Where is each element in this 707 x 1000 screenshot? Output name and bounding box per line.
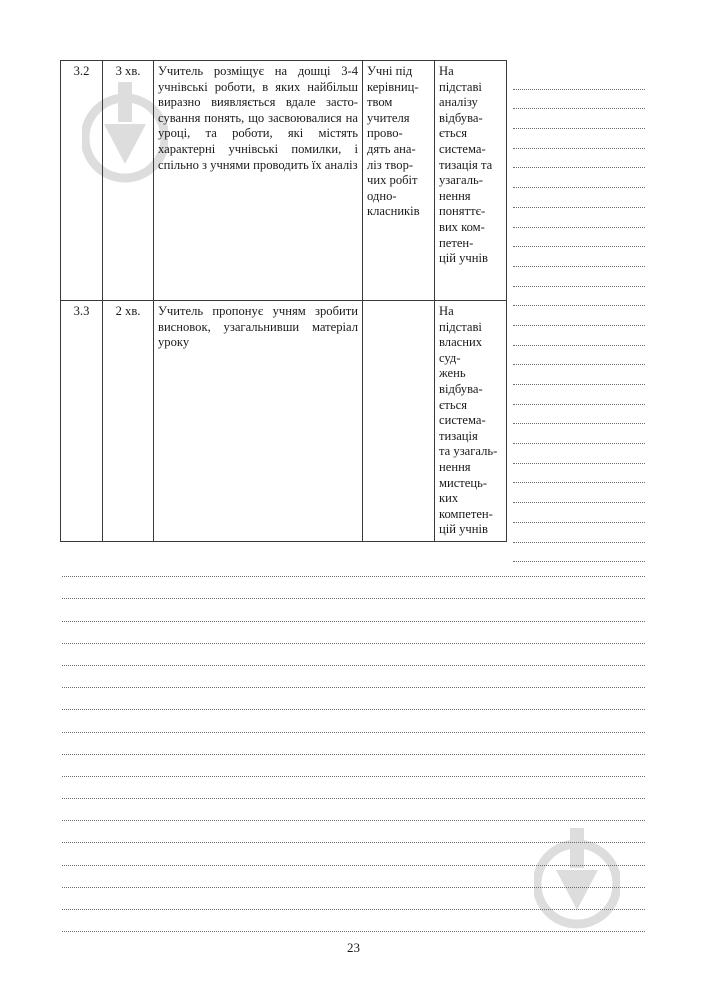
- dotted-line: [513, 90, 645, 110]
- dotted-line: [62, 688, 645, 710]
- dotted-line: [62, 821, 645, 843]
- dotted-line: [62, 799, 645, 821]
- result-cell: [435, 61, 507, 301]
- dotted-line: [513, 247, 645, 267]
- dotted-line: [62, 599, 645, 621]
- dotted-line: [513, 287, 645, 307]
- teacher-activity-cell: Учитель пропонує учням зробити висновок, узагальнивши матеріал уроку: [154, 301, 363, 542]
- page-number: 23: [347, 940, 360, 955]
- table-row: [61, 301, 507, 542]
- dotted-line: [513, 306, 645, 326]
- dotted-line: [513, 168, 645, 188]
- dotted-line: [513, 267, 645, 287]
- dotted-line: [62, 910, 645, 932]
- dotted-line: [513, 326, 645, 346]
- dotted-line: [513, 228, 645, 248]
- dotted-line: [62, 644, 645, 666]
- dotted-line: [513, 188, 645, 208]
- dotted-line: [62, 843, 645, 865]
- result-text: На підставі власних суд- жень відбува- ється система- тизація та узагаль- нення мистець- ких компетен- цій учнів: [439, 304, 498, 537]
- dotted-line: [513, 208, 645, 228]
- dotted-line: [513, 424, 645, 444]
- dotted-line: [513, 109, 645, 129]
- step-number-cell: 3.2: [61, 61, 103, 301]
- lesson-plan-table: [60, 60, 507, 542]
- dotted-line: [62, 710, 645, 732]
- dotted-line: [513, 365, 645, 385]
- dotted-line: [62, 866, 645, 888]
- dotted-line: [513, 405, 645, 425]
- notes-lines-bottom: [62, 555, 645, 932]
- step-duration-cell: 3 хв.: [103, 61, 154, 301]
- notes-lines-right: [513, 70, 645, 562]
- dotted-line: [62, 755, 645, 777]
- dotted-line: [513, 149, 645, 169]
- dotted-line: [513, 70, 645, 90]
- result-cell: [435, 301, 507, 542]
- dotted-line: [62, 555, 645, 577]
- teacher-activity-cell: Учитель розміщує на дошці 3-4 учнівські роботи, в яких найбільш виразно виявляється вдале засто-сування понять, що засвоювалися на уроці, та роботи, які містять характерні учнівські помилки, і спільно з учнями проводить їх аналіз: [154, 61, 363, 301]
- dotted-line: [513, 523, 645, 543]
- step-duration-cell: 2 хв.: [103, 301, 154, 542]
- pupil-activity-cell: [363, 301, 435, 542]
- dotted-line: [513, 444, 645, 464]
- dotted-line: [513, 346, 645, 366]
- dotted-line: [62, 733, 645, 755]
- dotted-line: [513, 503, 645, 523]
- dotted-line: [513, 129, 645, 149]
- pupil-activity-cell: [363, 61, 435, 301]
- dotted-line: [513, 385, 645, 405]
- dotted-line: [62, 888, 645, 910]
- dotted-line: [513, 483, 645, 503]
- dotted-line: [62, 622, 645, 644]
- result-text: На підставі аналізу відбува- ється система- тизація та узагаль- нення поняттє- вих ком- петен- цій учнів: [439, 64, 493, 266]
- pupil-activity-text: Учні під керівниц- твом учителя прово- дять ана- ліз твор- чих робіт одно- класників: [367, 64, 420, 219]
- dotted-line: [62, 666, 645, 688]
- dotted-line: [513, 464, 645, 484]
- step-number-cell: 3.3: [61, 301, 103, 542]
- dotted-line: [62, 777, 645, 799]
- dotted-line: [62, 577, 645, 599]
- table-row: [61, 61, 507, 301]
